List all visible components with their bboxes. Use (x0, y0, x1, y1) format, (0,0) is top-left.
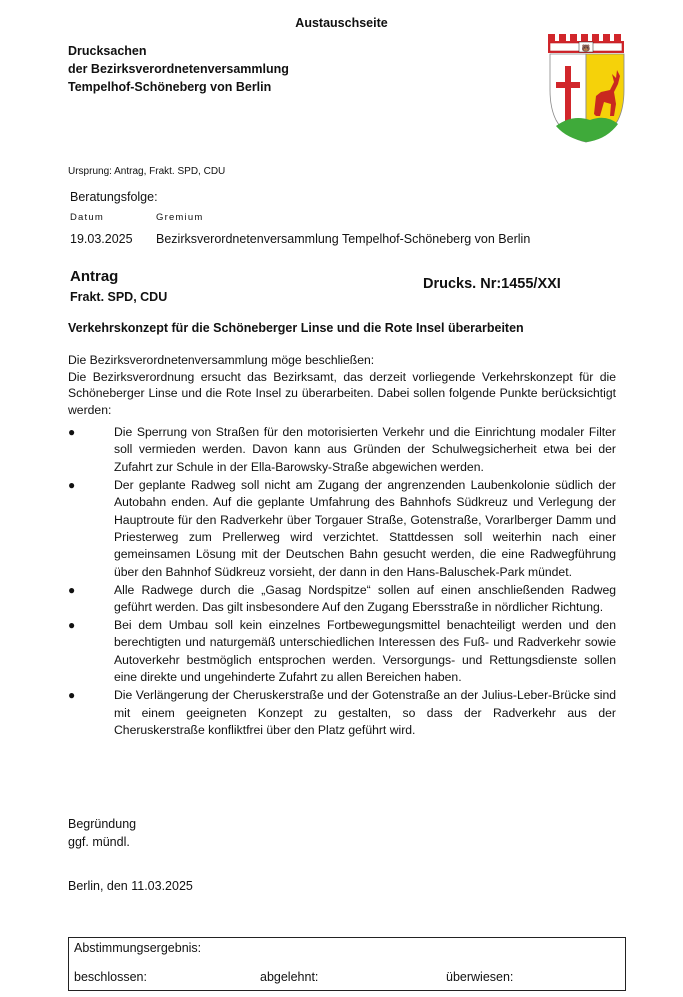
bullet-icon: ● (68, 582, 76, 597)
list-item (68, 582, 616, 617)
list-item (68, 424, 616, 476)
place-date: Berlin, den 11.03.2025 (68, 879, 193, 893)
intro-line-1: Die Bezirksverordnetenversammlung möge beschließen: (68, 353, 375, 367)
column-header-date: Datum (70, 212, 104, 223)
source-line-3: Tempelhof-Schöneberg von Berlin (68, 80, 272, 94)
vote-ueberwiesen: überwiesen: (446, 970, 514, 984)
requirement-list (68, 424, 616, 740)
list-item (68, 687, 616, 739)
beratung-label: Beratungsfolge: (70, 190, 158, 204)
vote-abgelehnt: abgelehnt: (260, 970, 319, 984)
intro-line-2: Die Bezirksverordnung ersucht das Bezirksamt, das derzeit vorliegende Verkehrskonzept für die Schöneberger Linse und die Rote Insel zu überarbeiten. Dabei sollen folgende Punkte berücksichtigt werden: (68, 369, 616, 417)
svg-text:🐻: 🐻 (581, 45, 591, 53)
list-item-text: Die Sperrung von Straßen für den motorisierten Verkehr und die Einrichtung modaler Filter soll vermieden werden. Davon kann aus Gründen der Schulwegsicherheit etwa bei der Zufahrt zur Schule in der Ella-Barowsky-Straße abgewichen werden. (114, 425, 616, 474)
list-item-text: Die Verlängerung der Cheruskerstraße und der Gotenstraße an der Julius-Leber-Brücke sind mit einem geeigneten Konzept zu gestalten, so dass der Radverkehr aus der Cheruskerstraße konfliktfrei über den Platz geführt wird. (114, 688, 616, 737)
session-date: 19.03.2025 (70, 232, 133, 246)
bullet-icon: ● (68, 688, 76, 703)
bullet-icon: ● (68, 477, 76, 492)
list-item-text: Der geplante Radweg soll nicht am Zugang der angrenzenden Laubenkolonie südlich der Autobahn enden. Auf die geplante Umfahrung des Bahnhofs Südkreuz und Verlegung der Hauptroute für den Radverkehr über Torgauer Straße, Gotenstraße, Vorarlberger Damm und Priesterweg zum Prellerweg wird verzichtet. Stattdessen soll weiterhin nach einer gemeinsamen Lösung mit der Deutschen Bahn gesucht werden, die eine Radwegführung über den Bahnhof Südkreuz vorsieht, der dann in den Hans-Baluschek-Park mündet. (114, 477, 616, 579)
fraktion-label: Frakt. SPD, CDU (70, 290, 168, 304)
document-subject: Verkehrskonzept für die Schöneberger Linse und die Rote Insel überarbeiten (68, 321, 524, 335)
column-header-gremium: Gremium (156, 212, 204, 223)
drucksache-number: Drucks. Nr:1455/XXI (423, 276, 561, 292)
vote-beschlossen: beschlossen: (74, 970, 147, 984)
intro-paragraph (68, 352, 616, 418)
vote-title: Abstimmungsergebnis: (74, 941, 202, 955)
vote-result-box (68, 937, 626, 991)
list-item-text: Alle Radwege durch die „Gasag Nordspitze“ sollen auf einen anschließenden Radweg geführt werden. Das gilt insbesondere Auf den Zugang Ebersstraße in nördlicher Richtung. (114, 582, 616, 615)
list-item-text: Bei dem Umbau soll kein einzelnes Fortbewegungsmittel benachteiligt werden und den berechtigten und naturgemäß unterschiedlichen Interessen des Fuß- und Radverkehr sowie Autoverkehr bestmöglich entsprochen werden. Versorgungs- und Rettungsdienste sollen eine direkte und ungehinderte Zufahrt zu allen Bereichen haben. (114, 617, 616, 685)
origin-line: Ursprung: Antrag, Frakt. SPD, CDU (68, 166, 226, 177)
document-source-block (68, 42, 289, 96)
coat-of-arms-icon (544, 30, 630, 148)
page-header-title: Austauschseite (295, 16, 388, 30)
begruendung-value: ggf. mündl. (68, 835, 130, 849)
begruendung-block (68, 815, 136, 851)
bullet-icon: ● (68, 617, 76, 632)
list-item (68, 617, 616, 687)
bullet-icon: ● (68, 425, 76, 439)
source-line-2: der Bezirksverordnetenversammlung (68, 62, 289, 76)
session-gremium: Bezirksverordnetenversammlung Tempelhof-Schöneberg von Berlin (156, 232, 531, 246)
list-item (68, 477, 616, 581)
begruendung-label: Begründung (68, 817, 137, 831)
document-type: Antrag (70, 268, 119, 285)
source-line-1: Drucksachen (68, 44, 147, 58)
